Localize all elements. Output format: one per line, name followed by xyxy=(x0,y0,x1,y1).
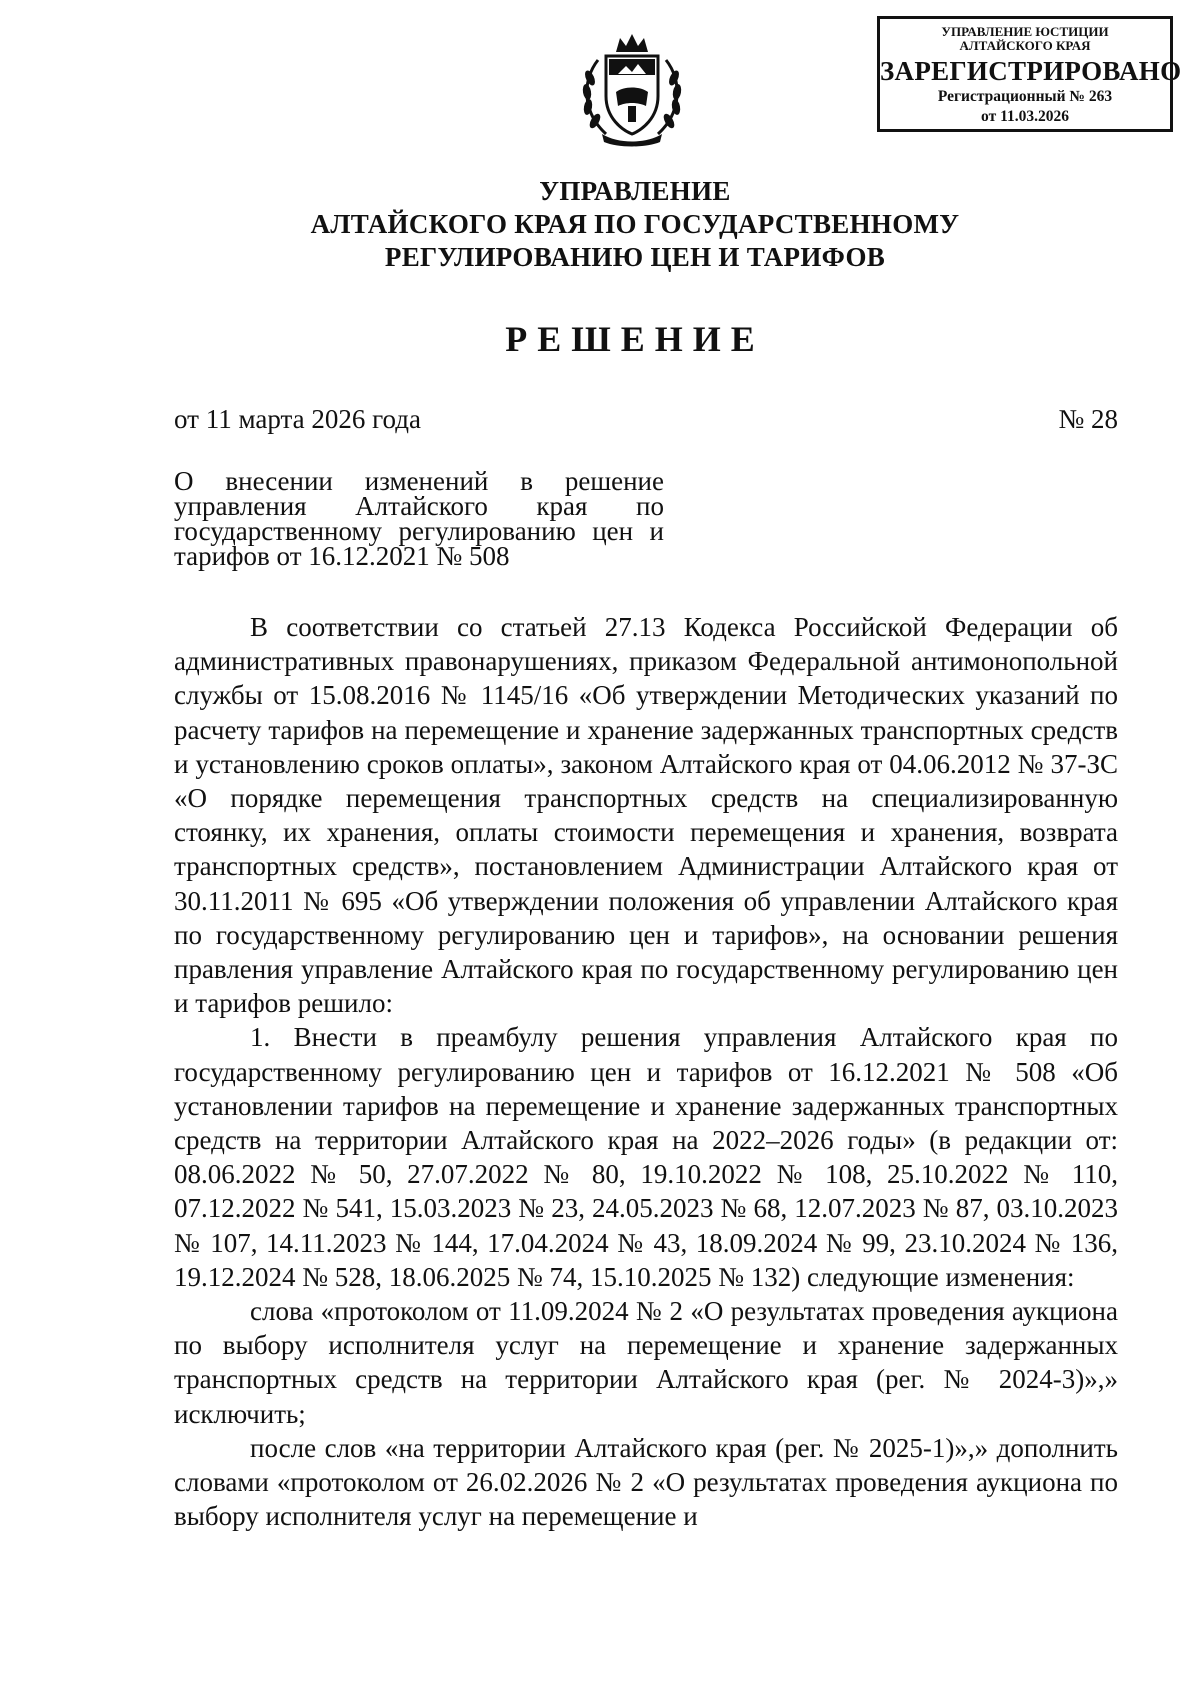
registration-stamp xyxy=(877,16,1182,132)
stamp-org-line1: УПРАВЛЕНИЕ ЮСТИЦИИ xyxy=(941,24,1109,39)
point-1-paragraph: 1. Внести в преамбулу решения управления Алтайского края по государственному регулированию цен и тарифов от 16.12.2021 № 508 «Об установлении тарифов на перемещение и хранение задержанных транспортных средств на территории Алтайского края на 2022–2026 годы» (в редакции от: 08.06.2022 № 50, 27.07.2022 № 80, 19.10.2022 № 108, 25.10.2022 № 110, 07.12.2022 № 541, 15.03.2023 № 23, 24.05.2023 № 68, 12.07.2023 № 87, 03.10.2023 № 107, 14.11.2023 № 144, 17.04.2024 № 43, 18.09.2024 № 99, 23.10.2024 № 136, 19.12.2024 № 528, 18.06.2025 № 74, 15.10.2025 № 132) следующие изменения: xyxy=(174,1022,1118,1292)
authority-line2: АЛТАЙСКОГО КРАЯ ПО ГОСУДАРСТВЕННОМУ xyxy=(310,209,960,239)
preamble-paragraph: В соответствии со статьей 27.13 Кодекса Российской Федерации об административных правонарушениях, приказом Федеральной антимонопольной службы от 15.08.2016 № 1145/16 «Об утверждении Методических указаний по расчету тарифов на перемещение и хранение задержанных транспортных средств и установлению сроков оплаты», законом Алтайского края от 04.06.2012 № 37-ЗС «О порядке перемещения транспортных средств на специализированную стоянку, их хранения, оплаты стоимости перемещения и хранения, возврата транспортных средств», постановлением Администрации Алтайского края от 30.11.2011 № 695 «Об утверждении положения об управлении Алтайского края по государственному регулированию цен и тарифов», на основании решения правления управление Алтайского края по государственному регулированию цен и тарифов решило: xyxy=(174,612,1118,1019)
document-number: № 28 xyxy=(1058,404,1118,434)
document-subject: О внесении изменений в решение управления Алтайского края по государственному регулированию цен и тарифов от 16.12.2021 № 508 xyxy=(174,466,664,571)
issuing-authority xyxy=(0,175,1200,274)
stamp-status: ЗАРЕГИСТРИРОВАНО xyxy=(880,56,1182,86)
authority-line1: УПРАВЛЕНИЕ xyxy=(539,176,731,206)
document-body xyxy=(174,610,1118,1533)
stamp-reg-date: от 11.03.2026 xyxy=(981,108,1069,125)
document-date: от 11 марта 2026 года xyxy=(174,404,421,434)
authority-line3: РЕГУЛИРОВАНИЮ ЦЕН И ТАРИФОВ xyxy=(384,242,886,272)
stamp-org-line2: АЛТАЙСКОГО КРАЯ xyxy=(959,38,1091,53)
document-title: РЕШЕНИЕ xyxy=(505,319,765,359)
altai-krai-coat-of-arms-icon xyxy=(576,30,688,150)
stamp-reg-number: Регистрационный № 263 xyxy=(937,88,1113,105)
change-1-paragraph: слова «протоколом от 11.09.2024 № 2 «О результатах проведения аукциона по выбору исполнителя услуг на перемещение и хранение задержанных транспортных средств на территории Алтайского края (рег. № 2024-3)»,» исключить; xyxy=(174,1296,1118,1429)
stamp-org xyxy=(880,25,1170,53)
change-2-paragraph: после слов «на территории Алтайского края (рег. № 2025-1)»,» дополнить словами «протоколом от 26.02.2026 № 2 «О результатах проведения аукциона по выбору исполнителя услуг на перемещение и xyxy=(174,1432,1118,1532)
